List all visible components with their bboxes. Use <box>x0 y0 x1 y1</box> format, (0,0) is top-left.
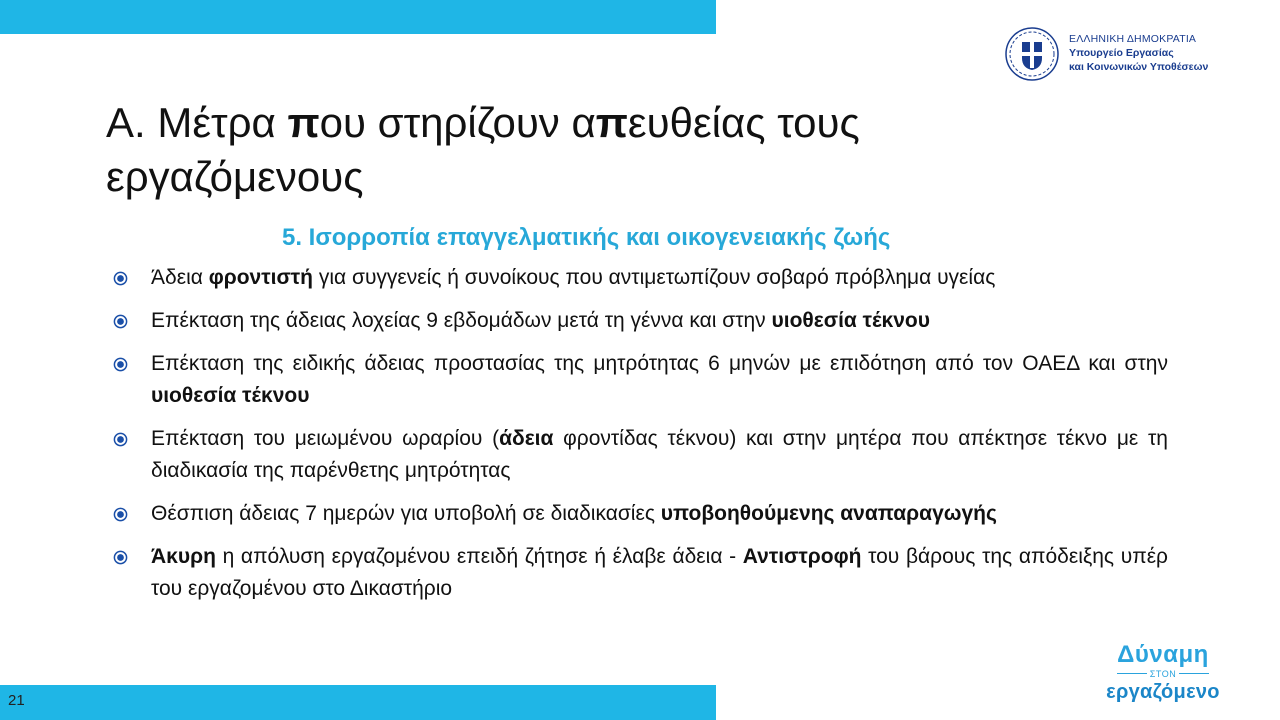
section-subtitle: 5. Ισορροπία επαγγελματικής και οικογενειακής ζωής <box>282 224 891 251</box>
ministry-line-3: και Κοινωνικών Υποθέσεων <box>1069 61 1209 73</box>
title-part-bold: π <box>595 99 628 146</box>
brand-rule-left <box>1117 673 1147 674</box>
bottom-accent-bar <box>0 685 716 720</box>
greek-emblem-icon <box>1004 26 1060 82</box>
ministry-line-2: Υπουργείο Εργασίας <box>1069 47 1174 59</box>
list-item <box>112 423 1168 487</box>
item-text: Επέκταση της ειδικής άδειας προστασίας της μητρότητας 6 μηνών με επιδότηση από τον ΟΑΕΔ και στην <box>151 352 1168 375</box>
bullet-ring-icon <box>113 550 128 565</box>
list-item <box>112 348 1168 412</box>
list-item <box>112 498 1168 530</box>
item-text: η απόλυση εργαζομένου επειδή ζήτησε ή έλαβε άδεια - <box>215 545 743 568</box>
title-part: ου στηρίζουν α <box>319 99 596 146</box>
list-item <box>112 541 1168 605</box>
brand-rule-right <box>1179 673 1209 674</box>
brand-line-1: Δύναμη <box>1117 641 1209 668</box>
campaign-logo <box>1103 642 1223 712</box>
item-bold-text: υιοθεσία τέκνου <box>151 384 310 407</box>
ministry-logo <box>1004 26 1244 86</box>
brand-line-2: ΣΤΟΝ <box>1149 669 1177 679</box>
slide-number: 21 <box>8 692 25 709</box>
item-bold-text: υποβοηθούμενης αναπαραγωγής <box>660 502 997 525</box>
item-text: Επέκταση της άδειας λοχείας 9 εβδομάδων μετά τη γέννα και στην <box>151 309 772 332</box>
list-item <box>112 305 1168 337</box>
item-text: του βάρους της απόδειξης υπέρ του εργαζομένου στο Δικαστήριο <box>151 545 1169 600</box>
top-accent-bar <box>0 0 716 34</box>
bullet-ring-icon <box>113 271 128 286</box>
item-text: Θέσπιση άδειας 7 ημερών για υποβολή σε διαδικασίες <box>151 502 661 525</box>
bullet-ring-icon <box>113 357 128 372</box>
title-part: ευθείας τους <box>627 99 860 146</box>
item-text: Άδεια <box>151 266 209 289</box>
item-bold-text: υιοθεσία τέκνου <box>771 309 930 332</box>
brand-line-3: εργαζόμενο <box>1106 681 1220 703</box>
bullet-ring-icon <box>113 314 128 329</box>
item-text: φροντίδας τέκνου) και στην μητέρα που απέκτησε τέκνο με τη διαδικασία της παρένθετης μητρότητας <box>151 427 1168 482</box>
ministry-line-1: ΕΛΛΗΝΙΚΗ ΔΗΜΟΚΡΑΤΙΑ <box>1069 33 1197 45</box>
item-text: για συγγενείς ή συνοίκους που αντιμετωπίζουν σοβαρό πρόβλημα υγείας <box>313 266 996 289</box>
title-line-2: εργαζόμενους <box>106 153 364 200</box>
item-bold-text: Άκυρη <box>151 545 216 568</box>
bullet-ring-icon <box>113 432 128 447</box>
bullet-list <box>112 262 1168 605</box>
item-bold-text: άδεια <box>499 427 554 450</box>
title-part-bold: π <box>287 99 320 146</box>
slide-title <box>106 96 1006 204</box>
bullet-ring-icon <box>113 507 128 522</box>
item-bold-text: Αντιστροφή <box>742 545 862 568</box>
title-part: Α. Μέτρα <box>106 99 288 146</box>
item-bold-text: φροντιστή <box>208 266 314 289</box>
list-item <box>112 262 1168 294</box>
item-text: Επέκταση του μειωμένου ωραρίου ( <box>151 427 500 450</box>
